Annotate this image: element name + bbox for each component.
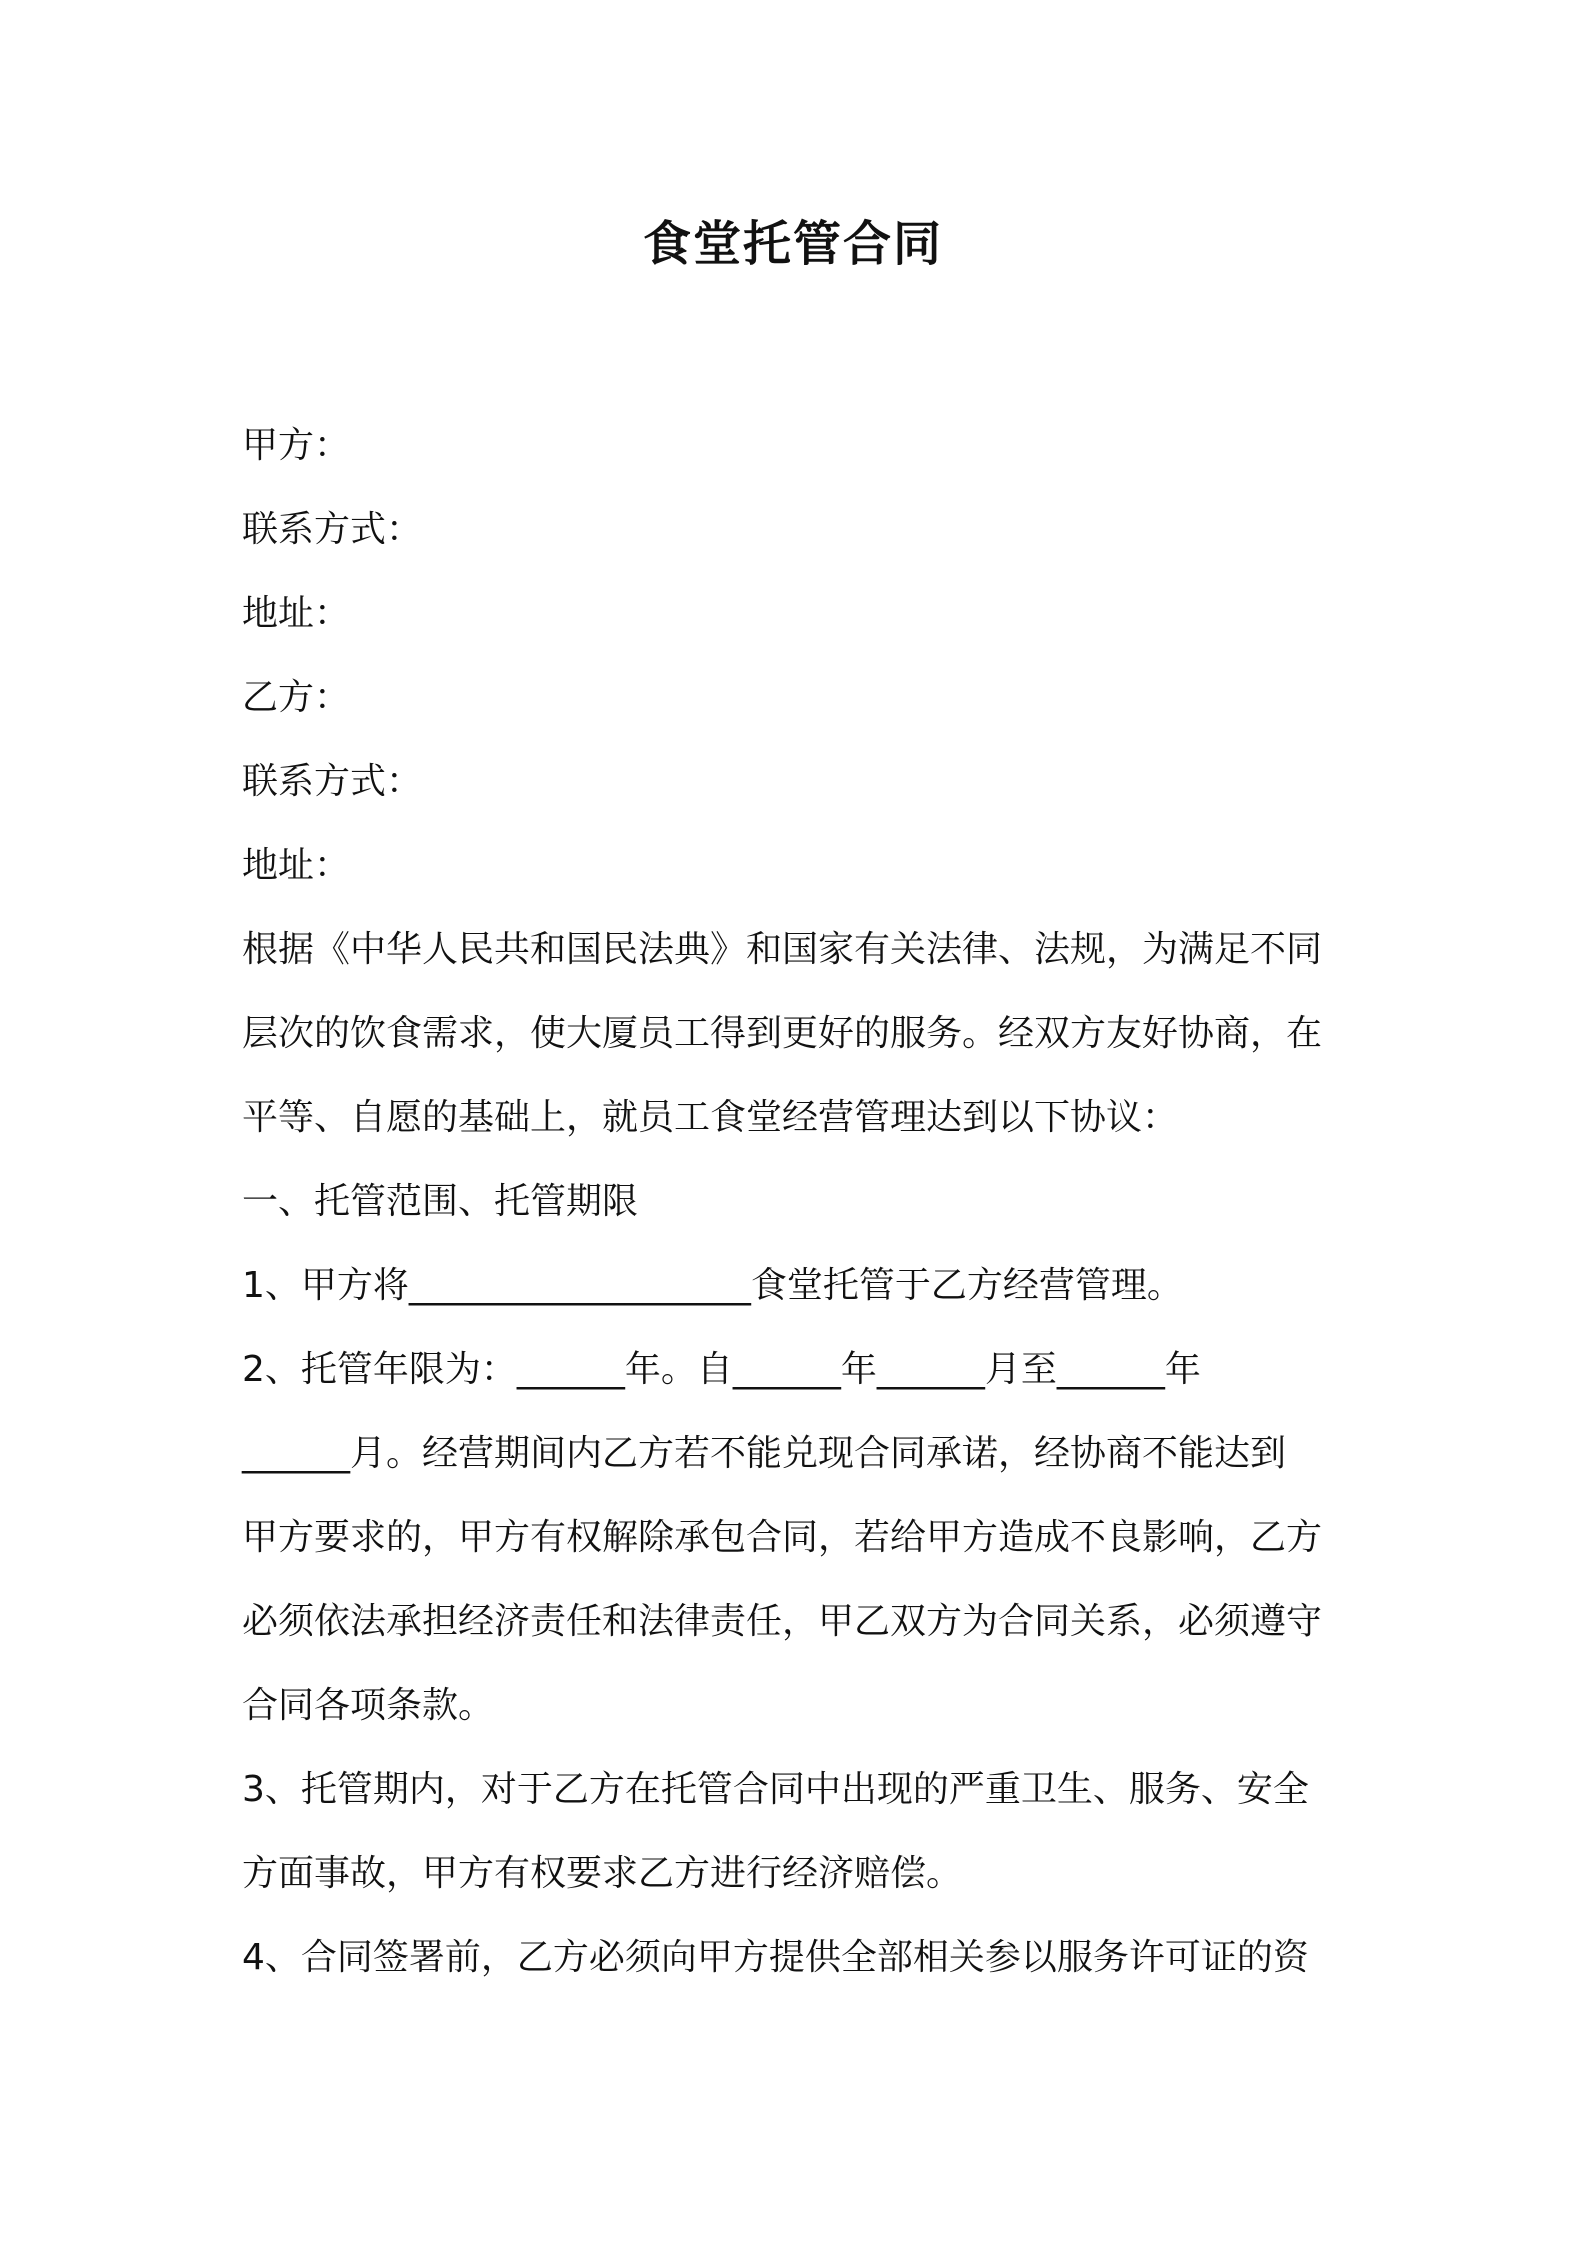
- party-b-address-label: 地址：: [242, 845, 351, 886]
- clause-3-line: 3、托管期内，对于乙方在托管合同中出现的严重卫生、服务、安全: [242, 1769, 1309, 1810]
- clause-2-line: 必须依法承担经济责任和法律责任，甲乙双方为合同关系，必须遵守: [242, 1601, 1323, 1642]
- document-body: [242, 404, 1357, 2000]
- clause-1: 1、甲方将___________________食堂托管于乙方经营管理。: [242, 1265, 1183, 1306]
- clause-2-line: 2、托管年限为：______年。自______年______月至______年: [242, 1349, 1201, 1390]
- document-title: 食堂托管合同: [642, 216, 943, 272]
- party-a-contact-label: 联系方式：: [242, 509, 423, 550]
- preamble-line: 层次的饮食需求，使大厦员工得到更好的服务。经双方友好协商，在: [242, 1013, 1323, 1054]
- clause-2: [242, 1328, 1357, 1748]
- preamble-line: 平等、自愿的基础上，就员工食堂经营管理达到以下协议：: [242, 1097, 1179, 1138]
- clause-4: [242, 1916, 1357, 2000]
- clause-2-line: 甲方要求的，甲方有权解除承包合同，若给甲方造成不良影响，乙方: [242, 1517, 1323, 1558]
- clause-2-line: ______月。经营期间内乙方若不能兑现合同承诺，经协商不能达到: [242, 1433, 1287, 1474]
- preamble-paragraph: [242, 908, 1357, 1160]
- clause-2-line: 合同各项条款。: [242, 1685, 495, 1726]
- clause-3: [242, 1748, 1357, 1916]
- preamble-line: 根据《中华人民共和国民法典》和国家有关法律、法规，为满足不同: [242, 929, 1323, 970]
- party-a-label: 甲方：: [242, 425, 351, 466]
- clause-3-line: 方面事故，甲方有权要求乙方进行经济赔偿。: [242, 1853, 963, 1894]
- party-a-address-label: 地址：: [242, 593, 351, 634]
- party-b-contact-label: 联系方式：: [242, 761, 423, 802]
- party-b-label: 乙方：: [242, 677, 351, 718]
- section-1-heading: 一、托管范围、托管期限: [242, 1181, 639, 1222]
- clause-4-line: 4、合同签署前，乙方必须向甲方提供全部相关参以服务许可证的资: [242, 1937, 1309, 1978]
